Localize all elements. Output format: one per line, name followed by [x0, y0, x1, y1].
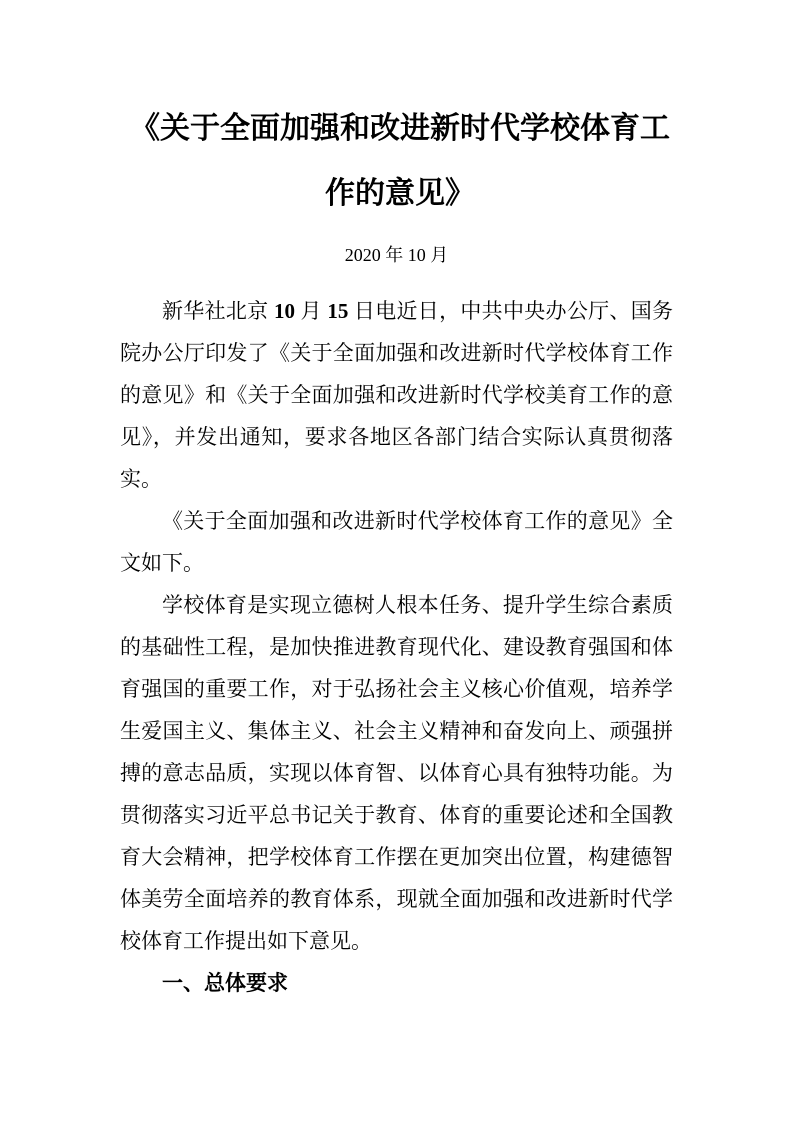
bold-text-segment: 10: [274, 299, 295, 323]
text-segment: 《关于全面加强和改进新时代学校体育工作的意见》全文如下。: [120, 509, 673, 575]
text-segment: 日电近日，中共中央办公厅、国务院办公厅印发了《关于全面加强和改进新时代学校体育工作的意见》和《关于全面加强和改进新时代学校美育工作的意见》，并发出通知，要求各地区各部门结合实际认真贯彻落实。: [120, 299, 673, 491]
text-segment: 新华社北京: [162, 299, 274, 323]
document-title: 《关于全面加强和改进新时代学校体育工作的意见》: [130, 112, 670, 210]
document-date: 2020 年 10 月: [344, 245, 449, 265]
text-segment: 月: [295, 299, 328, 323]
body-paragraph: [120, 584, 673, 962]
document-content: [0, 96, 793, 1004]
text-segment: 学校体育是实现立德树人根本任务、提升学生综合素质的基础性工程，是加快推进教育现代化、建设教育强国和体育强国的重要工作，对于弘扬社会主义核心价值观，培养学生爱国主义、集体主义、社会主义精神和奋发向上、顽强拼搏的意志品质，实现以体育智、以体育心具有独特功能。为贯彻落实习近平总书记关于教育、体育的重要论述和全国教育大会精神，把学校体育工作摆在更加突出位置，构建德智体美劳全面培养的教育体系，现就全面加强和改进新时代学校体育工作提出如下意见。: [120, 593, 673, 953]
document-body: [120, 290, 673, 1004]
body-paragraph: [120, 290, 673, 500]
section-heading: [120, 962, 673, 1004]
bold-text-segment: 一、总体要求: [162, 971, 288, 995]
body-paragraph: [120, 500, 673, 584]
bold-text-segment: 15: [327, 299, 349, 323]
